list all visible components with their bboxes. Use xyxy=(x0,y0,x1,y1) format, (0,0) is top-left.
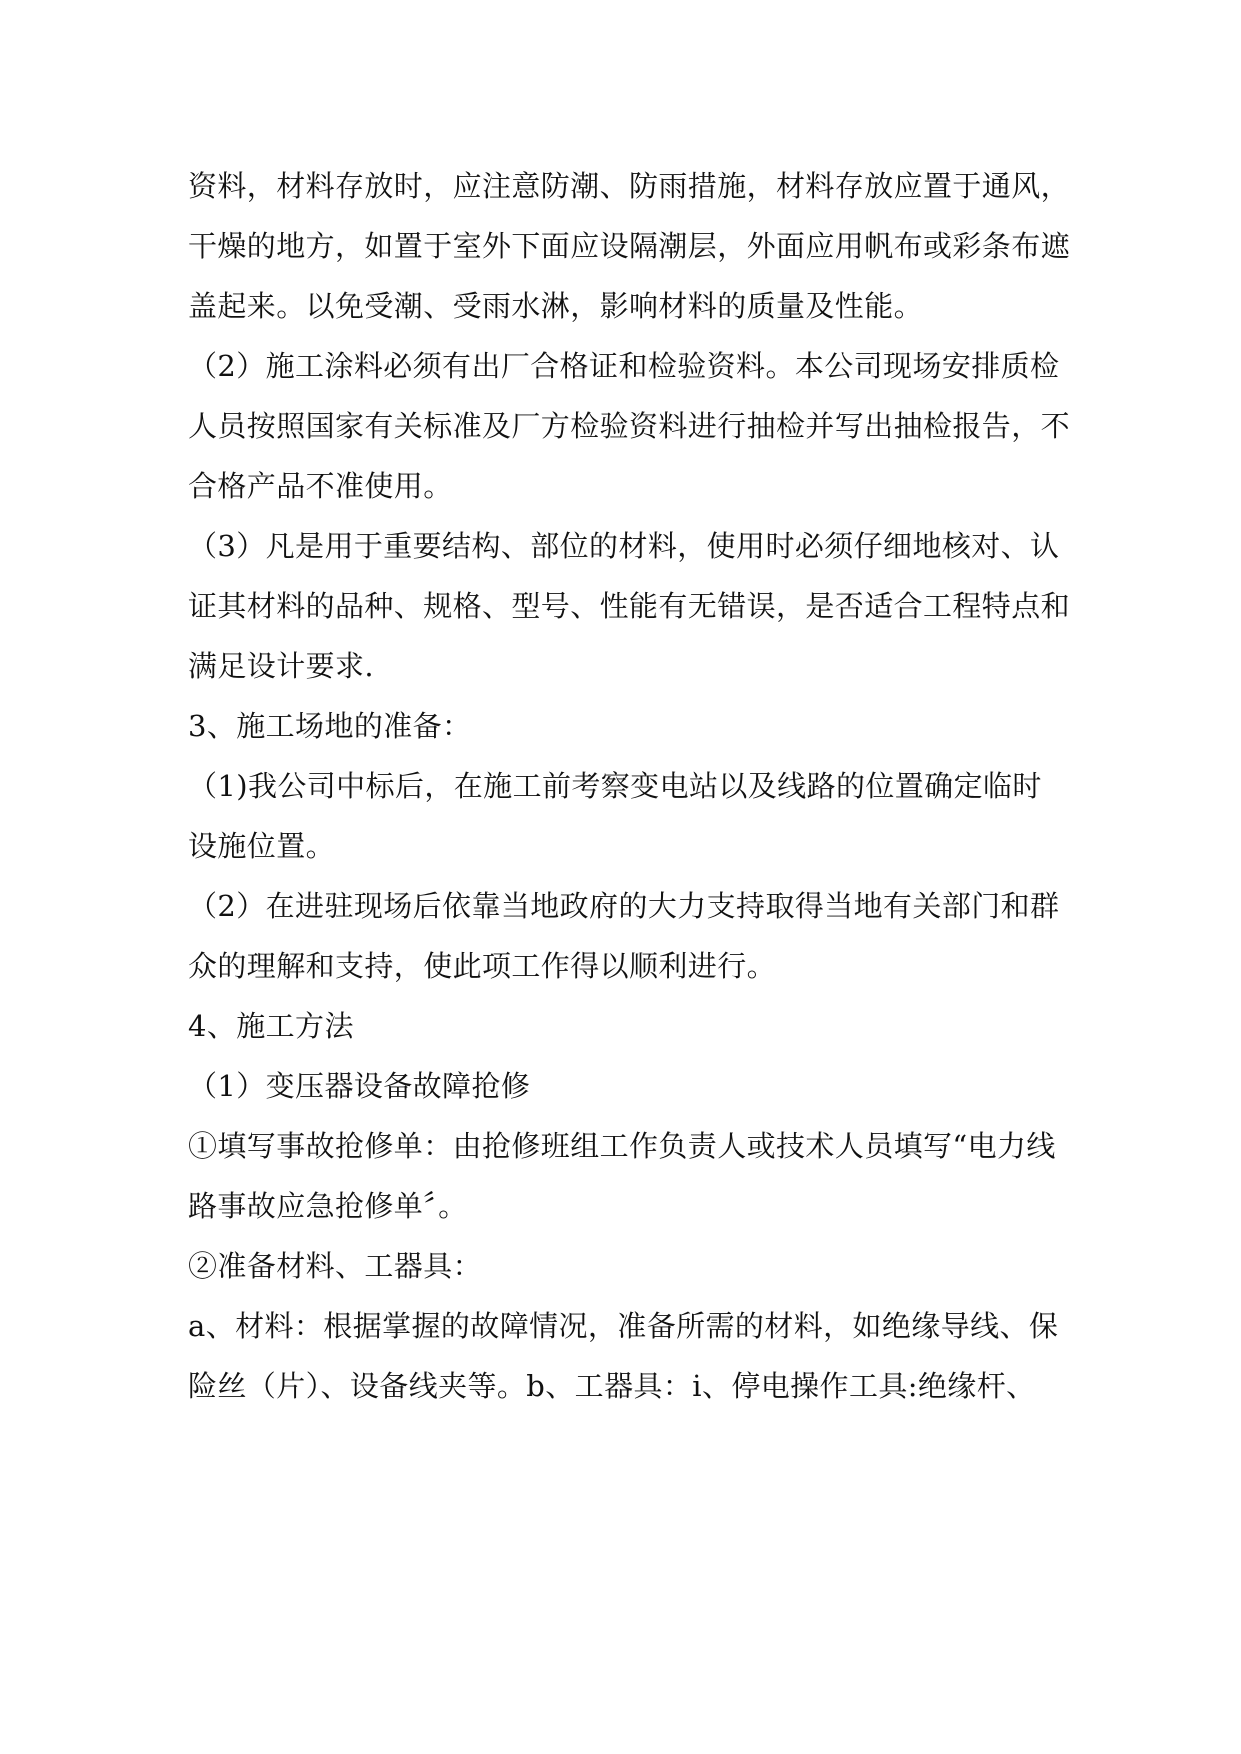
section-heading: 4、施工方法 xyxy=(188,1009,354,1043)
text-line: 干燥的地方，如置于室外下面应设隔潮层，外面应用帆布或彩条布遮 xyxy=(188,229,1071,263)
text-line: 人员按照国家有关标准及厂方检验资料进行抽检并写出抽检报告，不 xyxy=(188,409,1071,443)
text-line: 险丝（片）、设备线夹等。b、工器具：ⅰ、停电操作工具:绝缘杆、 xyxy=(188,1369,1036,1403)
text-line: 资料，材料存放时，应注意防潮、防雨措施，材料存放应置于通风， xyxy=(188,169,1071,203)
text-line: a、材料：根据掌握的故障情况，准备所需的材料，如绝缘导线、保 xyxy=(188,1309,1059,1343)
text-line: 合格产品不准使用。 xyxy=(188,469,453,503)
text-line: ①填写事故抢修单：由抢修班组工作负责人或技术人员填写“电力线 xyxy=(188,1129,1056,1163)
text-line: 路事故应急抢修单〞。 xyxy=(188,1189,468,1223)
text-line: （3）凡是用于重要结构、部位的材料，使用时必须仔细地核对、认 xyxy=(188,529,1060,563)
text-line: 满足设计要求. xyxy=(188,649,375,683)
text-line: 众的理解和支持，使此项工作得以顺利进行。 xyxy=(188,949,777,983)
section-heading: 3、施工场地的准备： xyxy=(188,709,472,743)
text-line: ②准备材料、工器具： xyxy=(188,1249,483,1283)
text-line: （1)我公司中标后，在施工前考察变电站以及线路的位置确定临时 xyxy=(188,769,1042,803)
text-line: （2）施工涂料必须有出厂合格证和检验资料。本公司现场安排质检 xyxy=(188,349,1060,383)
text-line: 设施位置。 xyxy=(188,829,336,863)
text-line: （1）变压器设备故障抢修 xyxy=(188,1069,531,1103)
text-line: 证其材料的品种、规格、型号、性能有无错误，是否适合工程特点和 xyxy=(188,589,1071,623)
text-line: 盖起来。以免受潮、受雨水淋，影响材料的质量及性能。 xyxy=(188,289,924,323)
text-line: （2）在进驻现场后依靠当地政府的大力支持取得当地有关部门和群 xyxy=(188,889,1060,923)
